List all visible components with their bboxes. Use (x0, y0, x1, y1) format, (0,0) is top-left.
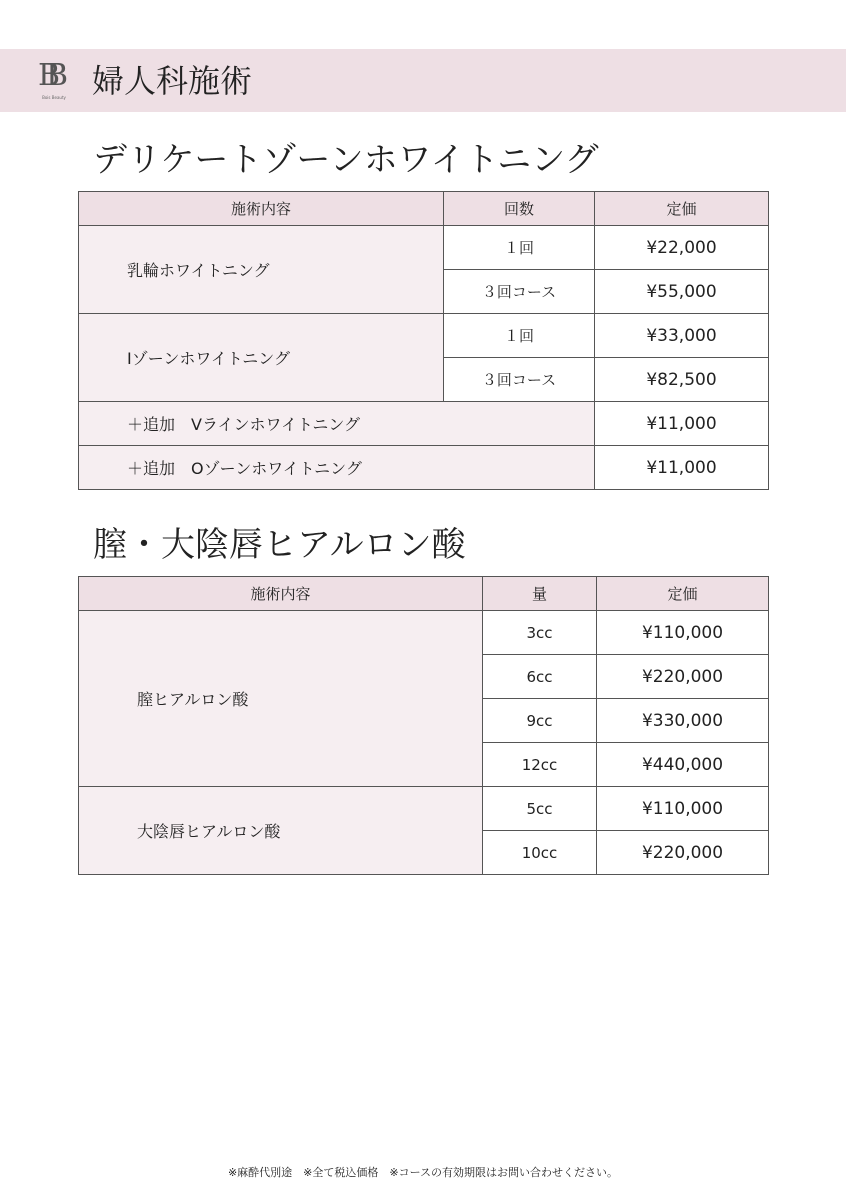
column-header: 定価 (595, 192, 769, 226)
price-cell: ¥22,000 (595, 226, 769, 270)
price-cell: ¥110,000 (597, 787, 769, 831)
amount-cell: 10cc (483, 831, 597, 875)
price-cell: ¥33,000 (595, 314, 769, 358)
price-cell: ¥82,500 (595, 358, 769, 402)
table-row (79, 787, 769, 831)
section1-title: デリケートゾーンホワイトニング (93, 140, 599, 180)
column-header: 施術内容 (79, 192, 444, 226)
price-cell: ¥220,000 (597, 655, 769, 699)
count-cell: １回 (444, 314, 595, 358)
treatment-name: Iゾーンホワイトニング (79, 314, 444, 402)
column-header: 施術内容 (79, 577, 483, 611)
treatment-name: 大陰唇ヒアルロン酸 (79, 787, 483, 875)
table-header-row (79, 192, 769, 226)
count-cell: ３回コース (444, 358, 595, 402)
column-header: 定価 (597, 577, 769, 611)
amount-cell: 5cc (483, 787, 597, 831)
table-header-row (79, 577, 769, 611)
table-row (79, 314, 769, 358)
treatment-name: 膣ヒアルロン酸 (79, 611, 483, 787)
count-cell: １回 (444, 226, 595, 270)
price-cell: ¥330,000 (597, 699, 769, 743)
page-title: 婦人科施術 (92, 62, 253, 100)
table-row (79, 611, 769, 655)
table-row (79, 446, 769, 490)
count-cell: ３回コース (444, 270, 595, 314)
whitening-price-table (78, 191, 769, 490)
treatment-name: 乳輪ホワイトニング (79, 226, 444, 314)
column-header: 回数 (444, 192, 595, 226)
column-header: 量 (483, 577, 597, 611)
footer-note: ※麻酔代別途 ※全て税込価格 ※コースの有効期限はお問い合わせください。 (227, 1166, 619, 1179)
price-cell: ¥55,000 (595, 270, 769, 314)
table-row (79, 226, 769, 270)
page-header (0, 49, 846, 112)
table-row (79, 402, 769, 446)
price-cell: ¥11,000 (595, 402, 769, 446)
amount-cell: 3cc (483, 611, 597, 655)
section2-title: 膣・大陰唇ヒアルロン酸 (93, 525, 466, 565)
price-cell: ¥110,000 (597, 611, 769, 655)
amount-cell: 9cc (483, 699, 597, 743)
hyaluronic-price-table (78, 576, 769, 875)
amount-cell: 6cc (483, 655, 597, 699)
price-cell: ¥440,000 (597, 743, 769, 787)
price-cell: ¥11,000 (595, 446, 769, 490)
price-cell: ¥220,000 (597, 831, 769, 875)
logo-brand-text: Bois Beauty (42, 95, 66, 100)
brand-logo: BB Bois Beauty (34, 59, 74, 101)
extra-treatment-name: ＋追加 Oゾーンホワイトニング (79, 446, 595, 490)
amount-cell: 12cc (483, 743, 597, 787)
extra-treatment-name: ＋追加 Vラインホワイトニング (79, 402, 595, 446)
